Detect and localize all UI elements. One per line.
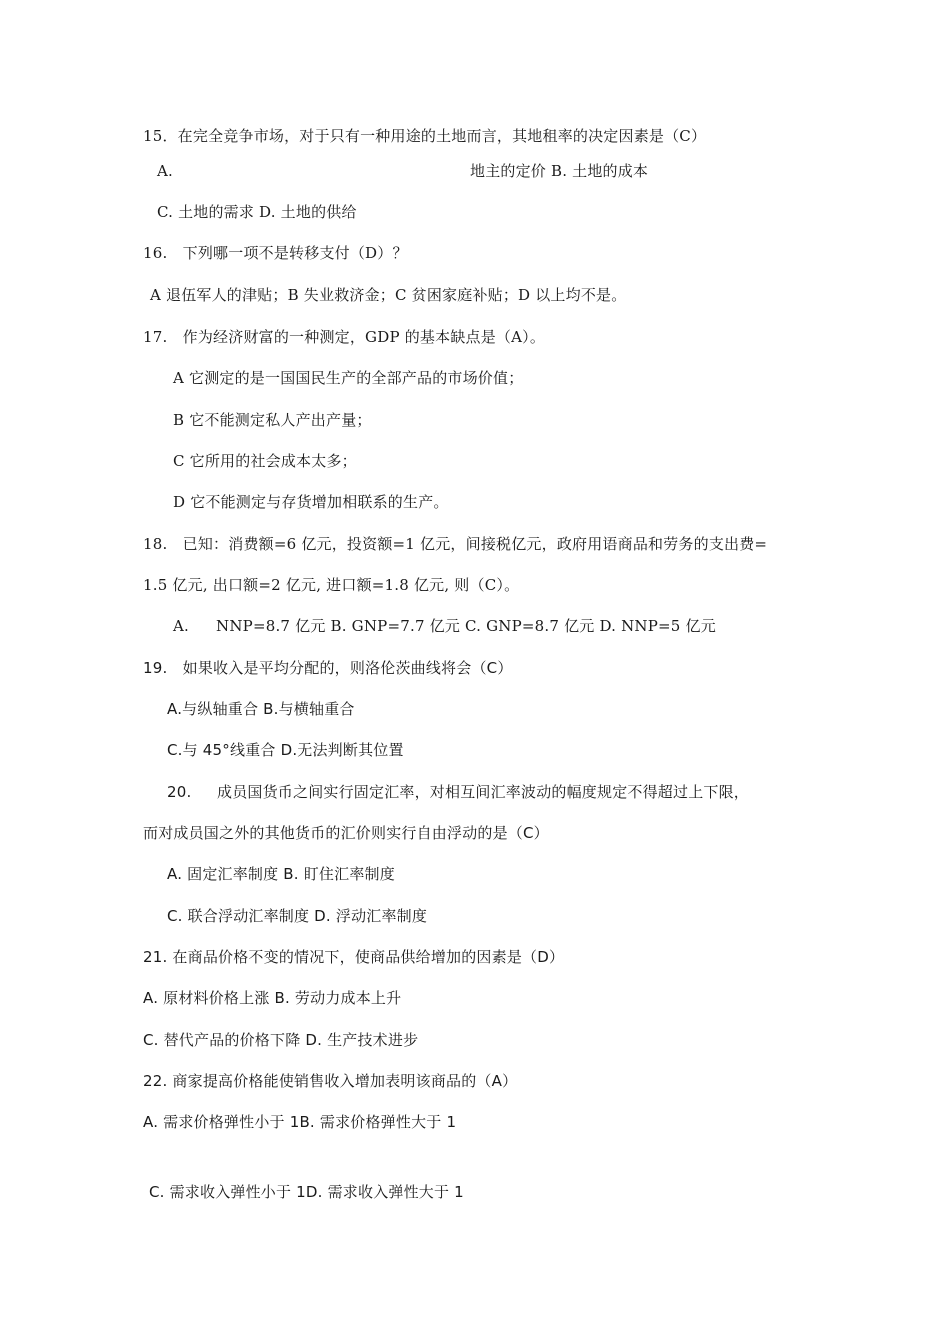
question-18-stem-line-2: 1.5 亿元, 出口额=2 亿元, 进口额=1.8 亿元, 则（C）。 — [143, 576, 520, 594]
question-15-option-label-a: A. — [157, 162, 174, 180]
question-18-stem-line-1: 18. 已知：消费额=6 亿元，投资额=1 亿元，间接税亿元，政府用语商品和劳务的支出费= — [143, 535, 768, 553]
question-16-stem: 16. 下列哪一项不是转移支付（D）？ — [143, 244, 408, 262]
question-16-options: A 退伍军人的津贴；B 失业救济金；C 贫困家庭补贴；D 以上均不是。 — [150, 286, 627, 304]
question-18-option-label-a: A. — [173, 617, 190, 635]
question-17-option-c: C 它所用的社会成本太多； — [173, 452, 357, 470]
question-15-options-ab: 地主的定价 B. 土地的成本 — [470, 162, 649, 180]
question-19-options-cd: C.与 45°线重合 D.无法判断其位置 — [167, 741, 404, 759]
question-20-options-cd: C. 联合浮动汇率制度 D. 浮动汇率制度 — [167, 907, 428, 925]
question-17-option-b: B 它不能测定私人产出产量； — [173, 411, 372, 429]
question-22-options-cd: C. 需求收入弹性小于 1D. 需求收入弹性大于 1 — [149, 1183, 464, 1201]
question-20-options-ab: A. 固定汇率制度 B. 盯住汇率制度 — [167, 865, 395, 883]
question-21-options-cd: C. 替代产品的价格下降 D. 生产技术进步 — [143, 1031, 419, 1049]
question-20-stem-line-2: 而对成员国之外的其他货币的汇价则实行自由浮动的是（C） — [143, 824, 549, 842]
question-22-options-ab: A. 需求价格弹性小于 1B. 需求价格弹性大于 1 — [143, 1113, 457, 1131]
question-15-stem: 15．在完全竞争市场，对于只有一种用途的土地而言，其地租率的决定因素是（C） — [143, 127, 707, 145]
question-18-options: NNP=8.7 亿元 B. GNP=7.7 亿元 C. GNP=8.7 亿元 D. NNP=5 亿元 — [216, 617, 716, 635]
question-20-number: 20. — [167, 783, 192, 801]
question-17-option-d: D 它不能测定与存货增加相联系的生产。 — [173, 493, 449, 511]
question-21-stem: 21. 在商品价格不变的情况下，使商品供给增加的因素是（D） — [143, 948, 565, 966]
question-20-stem-line-1: 成员国货币之间实行固定汇率，对相互间汇率波动的幅度规定不得超过上下限， — [217, 783, 750, 801]
question-21-options-ab: A. 原材料价格上涨 B. 劳动力成本上升 — [143, 989, 402, 1007]
question-19-stem: 19. 如果收入是平均分配的，则洛伦茨曲线将会（C） — [143, 659, 513, 677]
question-22-stem: 22. 商家提高价格能使销售收入增加表明该商品的（A） — [143, 1072, 518, 1090]
question-17-option-a: A 它测定的是一国国民生产的全部产品的市场价值； — [173, 369, 524, 387]
question-15-options-cd: C. 土地的需求 D. 土地的供给 — [157, 203, 357, 221]
question-19-options-ab: A.与纵轴重合 B.与横轴重合 — [167, 700, 355, 718]
question-17-stem: 17. 作为经济财富的一种测定，GDP 的基本缺点是（A）。 — [143, 328, 546, 346]
